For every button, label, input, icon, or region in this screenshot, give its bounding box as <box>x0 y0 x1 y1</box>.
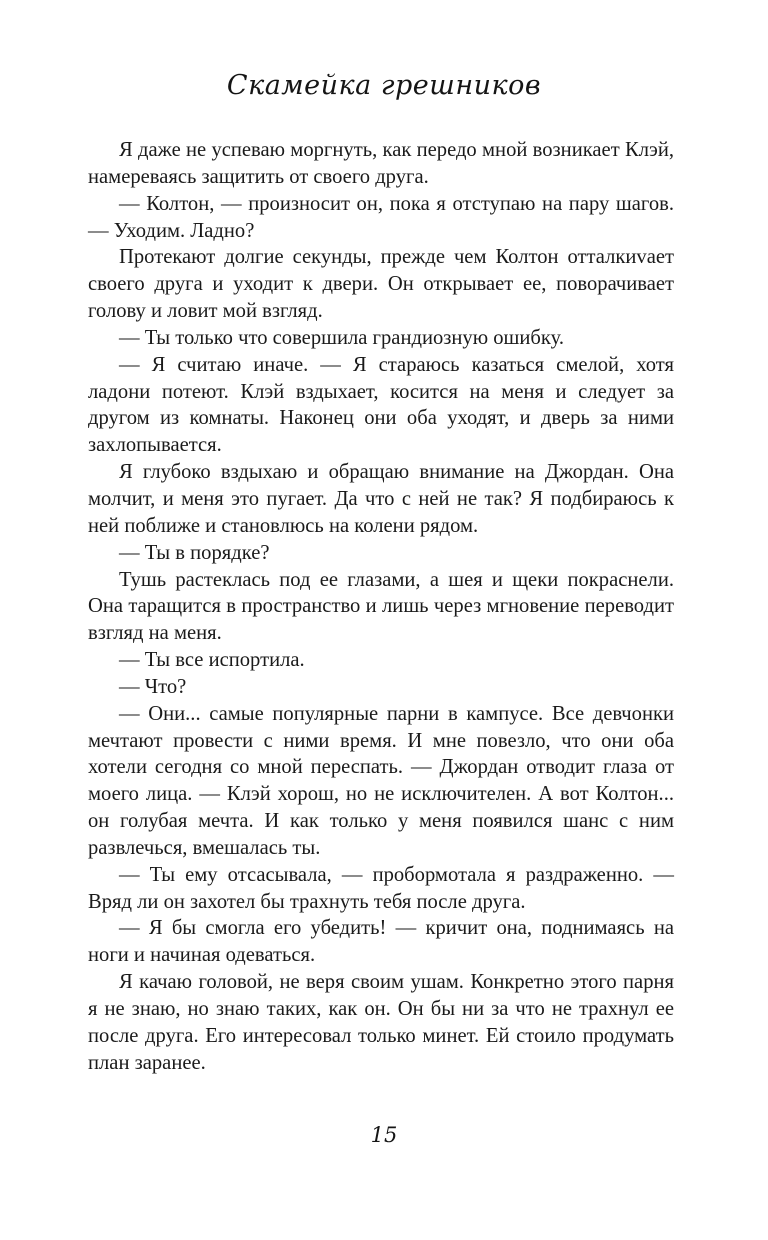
paragraph: Я даже не успеваю моргнуть, как передо мной возникает Клэй, намереваясь защитить от своего друга. <box>88 139 674 188</box>
paragraph: — Я считаю иначе. — Я стараюсь казаться смелой, хотя ладони потеют. Клэй вздыхает, косится на меня и следует за другом из комнаты. Наконец они оба уходят, и дверь за ними захлопывается. <box>88 353 674 457</box>
page-number: 15 <box>370 1123 398 1147</box>
paragraph: — Ты ему отсасывала, — пробормотала я раздраженно. — Вряд ли он захотел бы трахнуть тебя после друга. <box>88 863 674 913</box>
paragraph: — Колтон, — произносит он, пока я отступаю на пару шагов. — Уходим. Ладно? <box>88 192 674 242</box>
running-title: Скамейка грешников <box>226 70 542 101</box>
paragraph: — Ты только что совершила грандиозную ошибку. <box>119 326 564 349</box>
paragraph: Я качаю головой, не веря своим ушам. Конкретно этого парня я не знаю, но знаю таких, как он. Он бы ни за что не трахнул ее после друга. Его интересовал только минет. Ей стоило продумать план заранее. <box>88 971 674 1074</box>
paragraph: Я глубоко вздыхаю и обращаю внимание на Джордан. Она молчит, и меня это пугает. Да что с ней не так? Я подбираюсь к ней поближе и становлюсь на колени рядом. <box>88 461 674 537</box>
paragraph: Протекают долгие секунды, прежде чем Колтон отталкиvает своего друга и уходит к двери. Он открывает ее, поворачивает голову и ловит мой взгляд. <box>88 246 674 323</box>
paragraph: — Я бы смогла его убедить! — кричит она, поднимаясь на ноги и начиная одеваться. <box>88 917 674 967</box>
paragraph: Тушь растеклась под ее глазами, а шея и щеки покраснели. Она таращится в пространство и лишь через мгновение переводит взгляд на меня. <box>88 568 674 645</box>
paragraph: — Они... самые популярные парни в кампусе. Все девчонки мечтают провести с ними время. И мне повезло, что они оба хотели сегодня со мной переспать. — Джордан отводит глаза от моего лица. — Клэй хорош, но не исключителен. А вот Колтон... он голубая мечта. И как только у меня появился шанс с ним развлечься, вмешалась ты. <box>88 702 674 859</box>
paragraph: — Ты в порядке? <box>119 541 270 564</box>
paragraph: — Ты все испортила. <box>119 649 305 672</box>
paragraph: — Что? <box>119 675 187 698</box>
body-text <box>88 137 674 1077</box>
